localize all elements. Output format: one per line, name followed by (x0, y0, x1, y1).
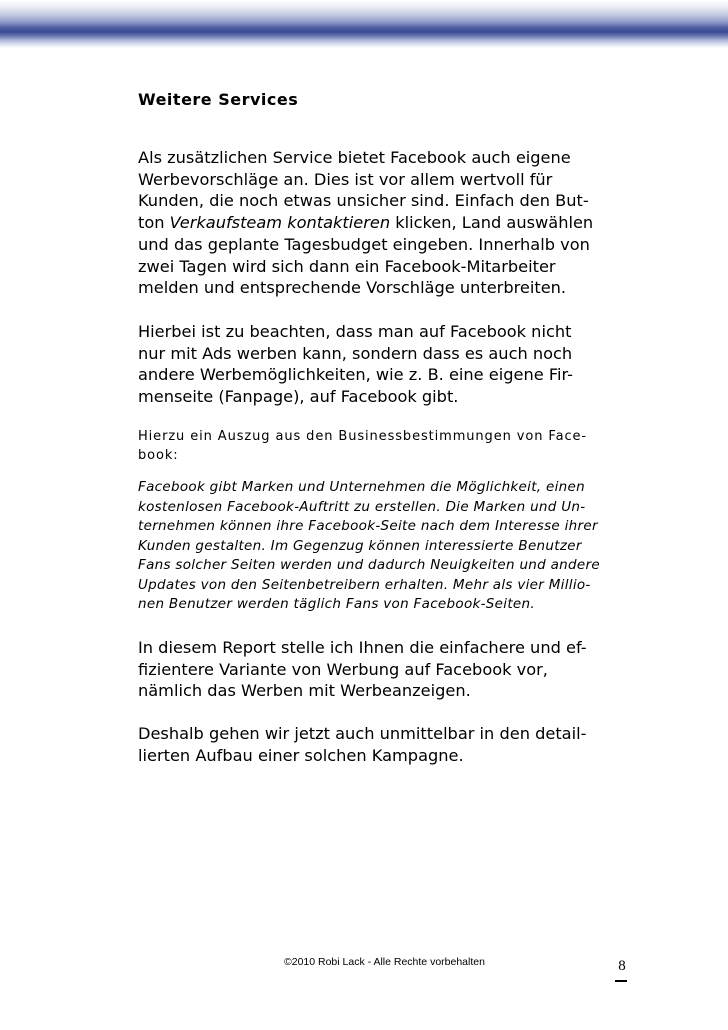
paragraph-service (138, 147, 628, 299)
spacer (138, 408, 628, 427)
spacer (138, 299, 628, 321)
spacer (138, 466, 628, 478)
paragraph-service-line-suffix: klicken, Land auswählen (390, 213, 594, 233)
document-body (138, 88, 628, 767)
business-terms-quote: Facebook gibt Marken und Unternehmen die Möglichkeit, einen kostenlosen Facebook-Auftritt zu erstellen. Die Marken und Un- ternehmen können ihre Facebook-Seite nach dem Interesse ihrer Kunden gestalten. Im Gegenzug können interessierte Benutzer Fans solcher Seiten werden und dadurch Neuigkeiten und andere Updates von den Seitenbetreibern erhalten. Mehr als vier Millio- nen Benutzer werden täglich Fans von Facebook-Seiten. (138, 478, 600, 613)
paragraph-service-end: und das geplante Tagesbudget eingeben. Innerhalb von zwei Tagen wird sich dann ein Facebook-Mitarbeiter melden und entsprechende Vorschläge unterbreiten. (138, 234, 590, 298)
sales-team-emphasis: Verkaufsteam kontaktieren (169, 213, 391, 233)
footer-copyright: ©2010 Robi Lack - Alle Rechte vorbehalten (284, 956, 485, 968)
paragraph-fanpage: Hierbei ist zu beachten, dass man auf Facebook nicht nur mit Ads werben kann, sondern dass es auch noch andere Werbemöglichkeiten, wie z. B. eine eigene Fir- menseite (Fanpage), auf Facebook gibt. (138, 321, 573, 407)
paragraph-service-start: Als zusätzlichen Service bietet Facebook auch eigene Werbevorschläge an. Dies ist vor allem wertvoll für Kunden, die noch etwas unsicher sind. Einfach den But- (138, 148, 589, 211)
section-heading: Weitere Services (138, 90, 299, 109)
spacer (138, 702, 628, 723)
paragraph-campaign: Deshalb gehen wir jetzt auch unmittelbar in den detail- lierten Aufbau einer solchen Kampagne. (138, 724, 587, 765)
spacer (138, 112, 628, 147)
paragraph-report: In diesem Report stelle ich Ihnen die einfachere und ef- fizientere Variante von Werbung auf Facebook vor, nämlich das Werben mit Werbeanzeigen. (138, 638, 587, 701)
paragraph-service-line-prefix: ton (138, 213, 170, 233)
business-terms-intro: Hierzu ein Auszug aus den Businessbestimmungen von Face- book: (138, 428, 587, 464)
page-number: 8 (618, 958, 626, 974)
header-band (0, 0, 728, 48)
page-number-rule (615, 980, 627, 982)
spacer (138, 615, 628, 637)
